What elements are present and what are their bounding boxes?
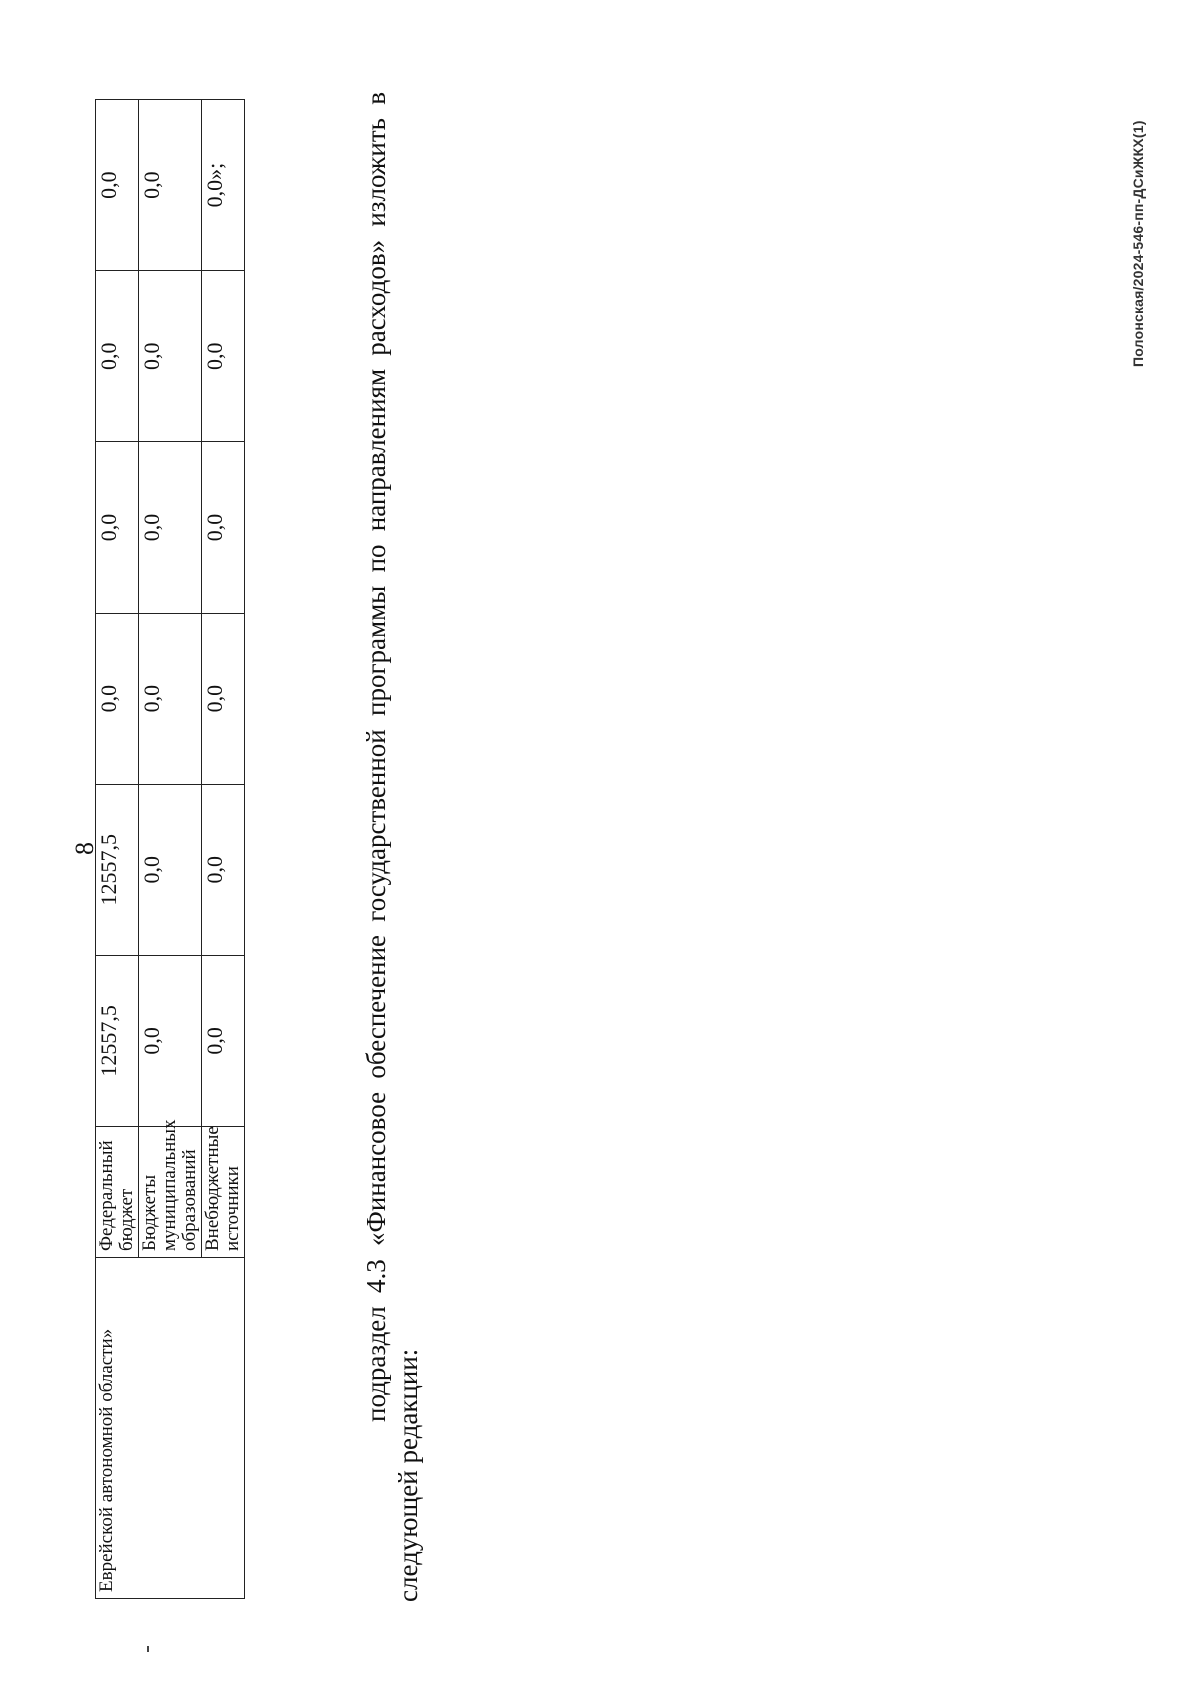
region-cell: Еврейской автономной области»: [96, 1258, 245, 1599]
paragraph-line-2: следующей редакции:: [393, 1348, 423, 1602]
paragraph-line-1: подраздел 4.3 «Финансовое обеспечение государственной программы по направлениям расходов» изложить в: [361, 92, 391, 1422]
budget-table-body: [96, 100, 245, 1599]
value-cell: 0,0: [201, 442, 244, 613]
table-row: [96, 100, 139, 1599]
value-cell: 0,0: [138, 271, 201, 442]
value-cell: 0,0: [201, 784, 244, 955]
value-cell: 0,0»;: [201, 100, 244, 271]
funding-source-cell: Бюджеты муниципальных образований: [138, 1127, 201, 1258]
document-code: Полонская/2024-546-пп-ДСиЖКХ(1): [1130, 120, 1146, 367]
budget-table: [95, 99, 245, 1599]
value-cell: 0,0: [96, 613, 139, 784]
value-cell: 0,0: [138, 100, 201, 271]
value-cell: 0,0: [96, 442, 139, 613]
value-cell: 0,0: [96, 100, 139, 271]
value-cell: 0,0: [138, 955, 201, 1126]
value-cell: 0,0: [138, 442, 201, 613]
value-cell: 0,0: [96, 271, 139, 442]
value-cell: 0,0: [201, 613, 244, 784]
value-cell: 0,0: [201, 955, 244, 1126]
value-cell: 12557,5: [96, 955, 139, 1126]
scan-mark: [147, 1646, 149, 1652]
value-cell: 12557,5: [96, 784, 139, 955]
funding-source-cell: Федеральный бюджет: [96, 1127, 139, 1258]
amendment-paragraph: [360, 92, 424, 1602]
page-number: 8: [70, 842, 99, 855]
funding-source-cell: Внебюджетные источники: [201, 1127, 244, 1258]
value-cell: 0,0: [201, 271, 244, 442]
value-cell: 0,0: [138, 784, 201, 955]
value-cell: 0,0: [138, 613, 201, 784]
